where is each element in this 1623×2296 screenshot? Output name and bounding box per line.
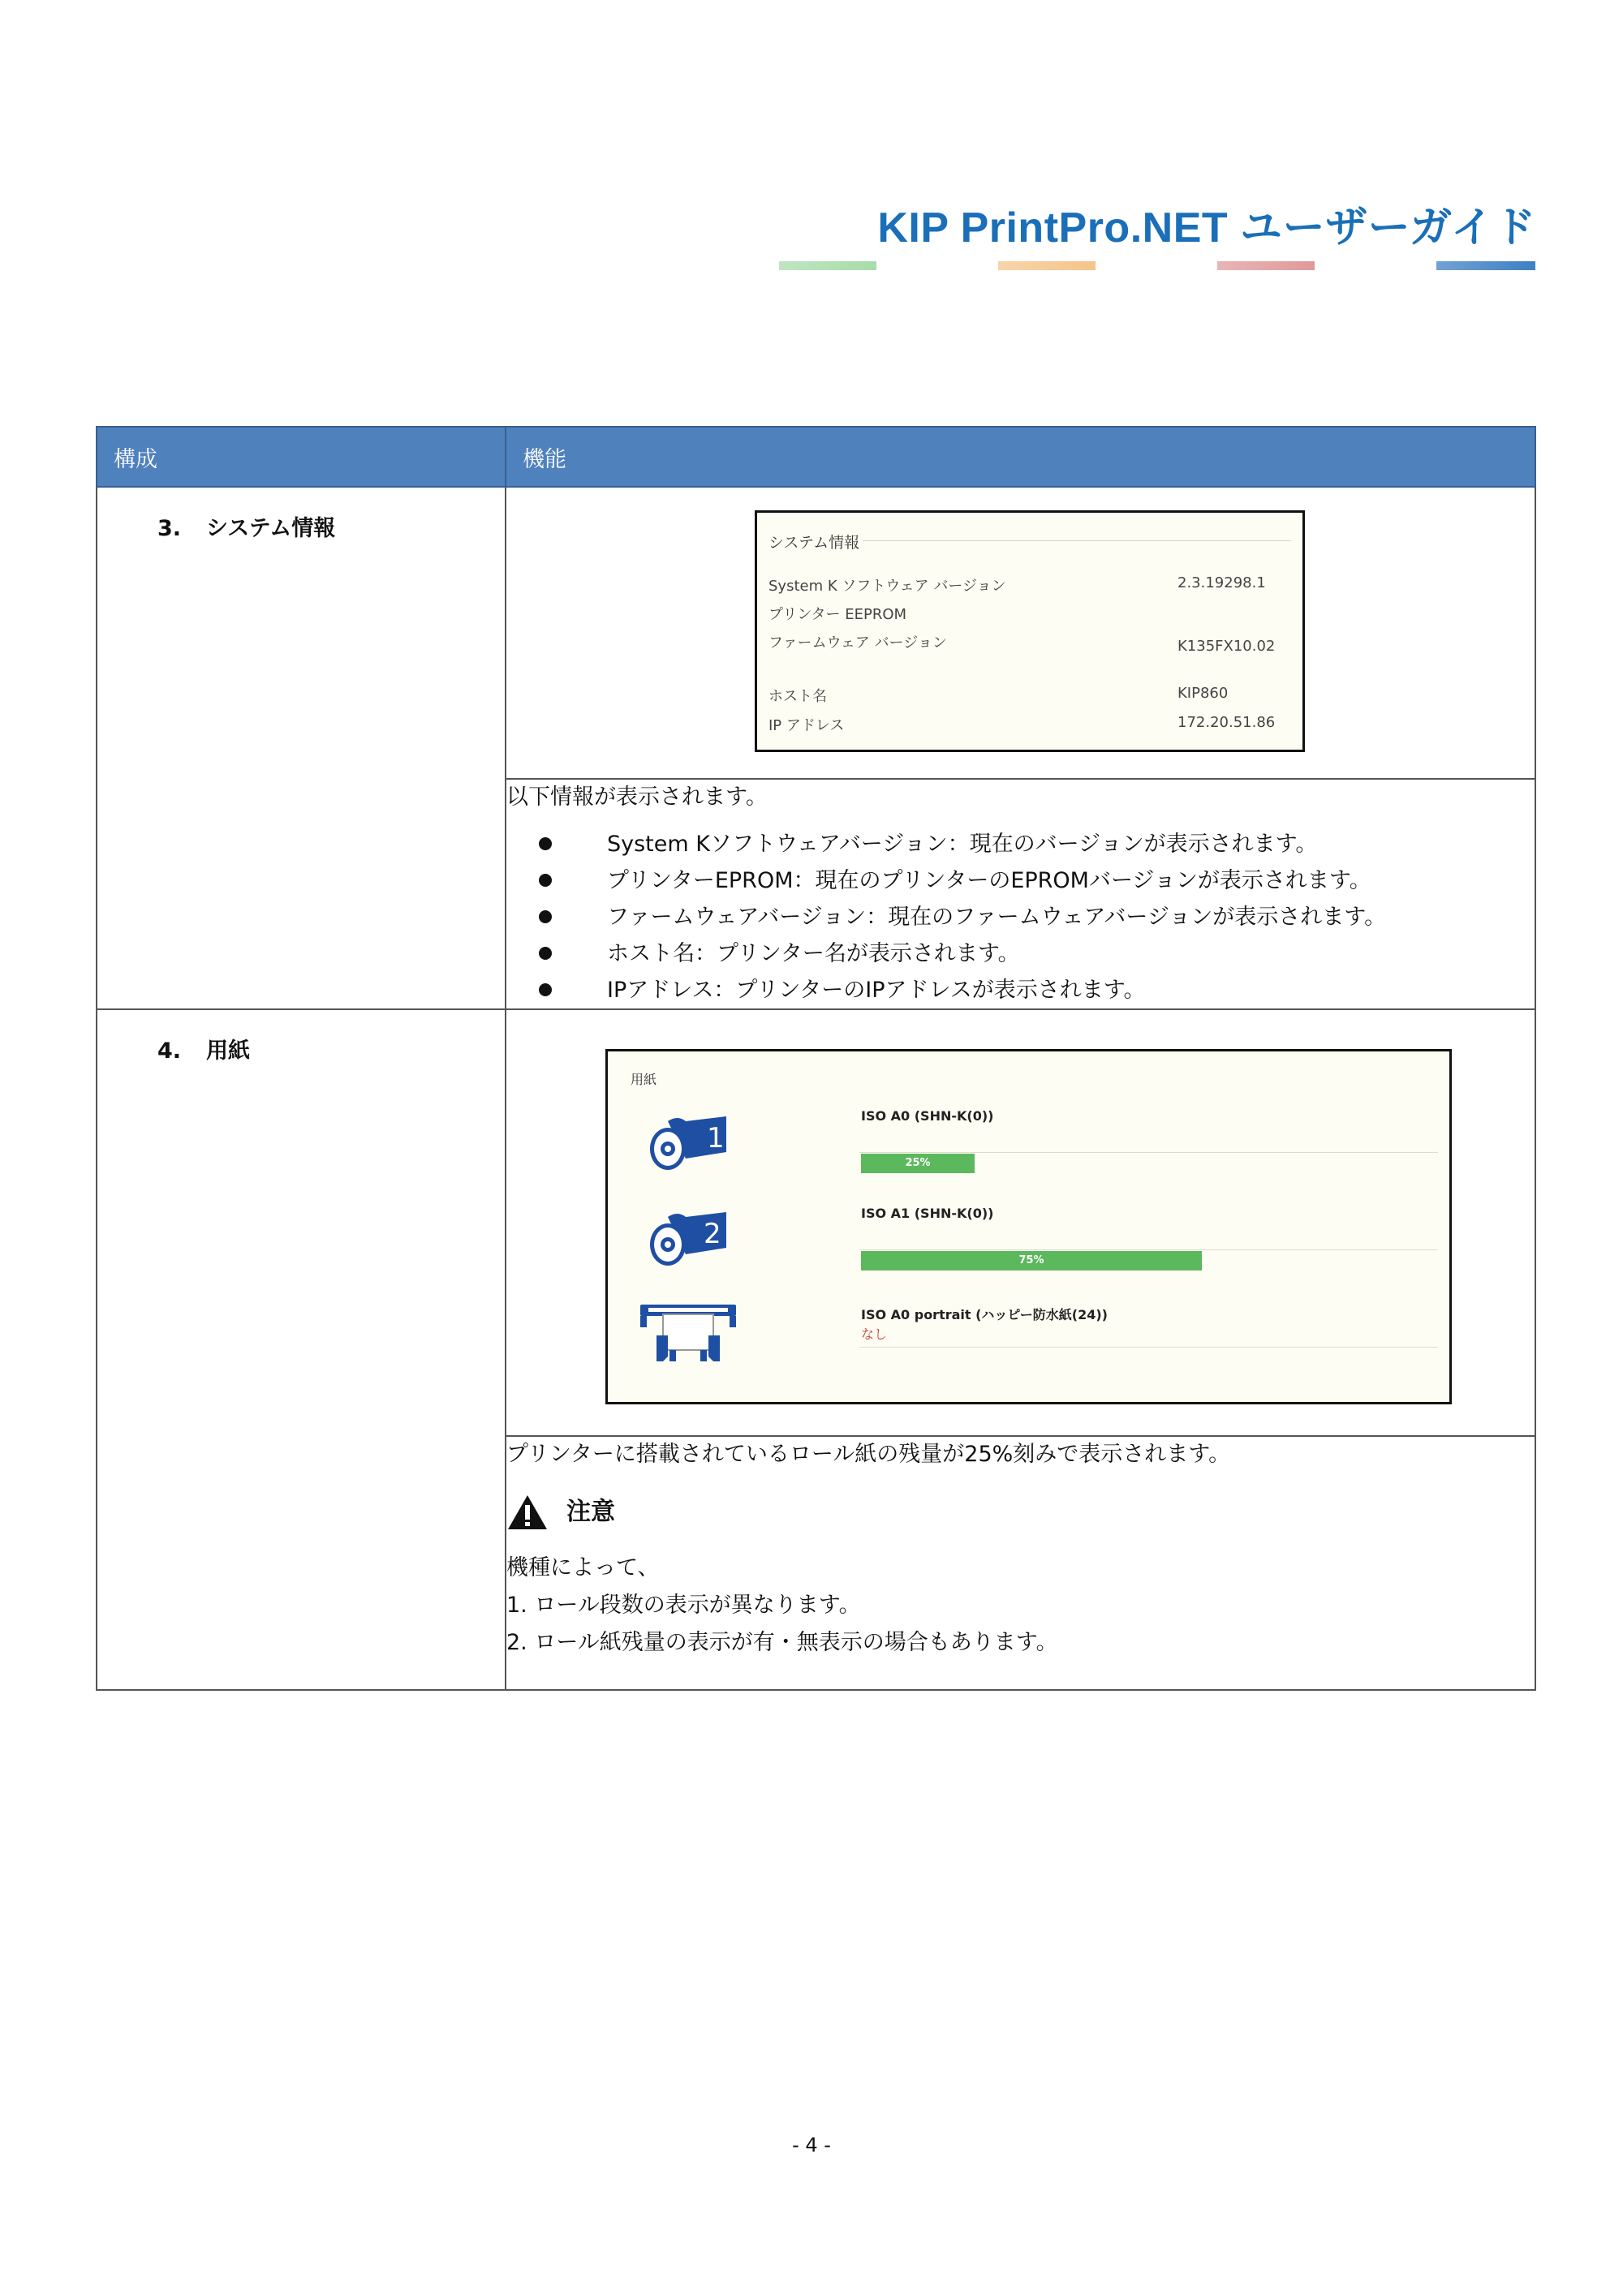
roll-1-level-bar [861,1154,1315,1173]
sheet-feed-icon [640,1303,738,1368]
color-bar-red [1217,261,1315,270]
caution-line: 2. ロール紙残量の表示が有・無表示の場合もあります。 [506,1630,1058,1656]
roll-1-level-fill [861,1154,975,1173]
list-item: ファームウェアバージョン：現在のファームウェアバージョンが表示されます。 [539,899,1535,935]
info-value: 2.3.19298.1 [1177,574,1266,591]
panel-title: システム情報 [768,534,860,552]
section-title-paper [97,1010,505,1064]
info-value: 172.20.51.86 [1177,714,1276,731]
caution-line: 機種によって、 [506,1555,660,1581]
spec-table [96,426,1536,1691]
list-item: System Kソフトウェアバージョン：現在のバージョンが表示されます。 [539,826,1535,862]
description-text: 以下情報が表示されます。 [506,785,768,810]
info-label: IP アドレス [768,717,845,734]
section-label-cell [97,487,506,1009]
list-item: ホスト名：プリンター名が表示されます。 [539,935,1535,972]
column-header-function: 機能 [506,427,1535,487]
roll-2-level-fill [861,1251,1202,1271]
info-label: System K ソフトウェア バージョン [768,578,1006,595]
page-number: - 4 - [792,2134,831,2156]
panel-title-rule [863,540,1291,541]
description-text: プリンターに搭載されているロール紙の残量が25%刻みで表示されます。 [506,1442,1231,1468]
roll-1-level-label: 25% [905,1157,931,1170]
section-title-text: システム情報 [206,516,336,541]
info-value: KIP860 [1177,685,1229,702]
info-label: ホスト名 [768,688,827,705]
color-bar-blue [1436,261,1535,270]
description-cell [506,779,1535,1009]
divider [859,1152,1438,1153]
warning-icon [506,1494,549,1531]
section-number: 3. [157,516,182,541]
sheet-name: ISO A0 portrait (ハッピー防水紙(24)) [861,1307,1108,1323]
section-number: 4. [157,1038,182,1064]
screenshot-cell [506,487,1535,779]
info-label: ファームウェア バージョン [768,634,947,651]
divider [859,1347,1438,1348]
color-bar-green [779,261,876,270]
roll-2-level-bar [861,1251,1315,1271]
list-item: プリンターEPROM：現在のプリンターのEPROMバージョンが表示されます。 [539,862,1535,899]
info-label: プリンター EEPROM [768,606,907,623]
color-bar-orange [998,261,1096,270]
divider [859,1249,1438,1250]
info-bullet-list [506,826,1535,1008]
table-row [97,487,1535,779]
paper-panel [605,1049,1452,1404]
screenshot-cell [506,1009,1535,1436]
header-color-bars [0,261,1623,271]
table-row [97,1009,1535,1436]
caution-label: 注意 [566,1498,615,1527]
list-item: IPアドレス：プリンターのIPアドレスが表示されます。 [539,972,1535,1008]
roll-2-icon [650,1206,731,1279]
section-title-system-info [97,488,505,542]
system-info-panel [755,510,1305,752]
column-header-composition: 構成 [97,427,506,487]
section-label-cell [97,1009,506,1690]
caution-heading [506,1493,1535,1532]
info-value: K135FX10.02 [1177,638,1276,655]
document-title: KIP PrintPro.NET ユーザーガイド [877,204,1536,252]
roll-number: 1 [707,1122,725,1155]
roll-2-name: ISO A1 (SHN-K(0)) [861,1206,994,1222]
section-title-text: 用紙 [206,1038,250,1064]
panel-title: 用紙 [631,1072,657,1088]
roll-1-name: ISO A0 (SHN-K(0)) [861,1108,994,1124]
table-header-row [97,427,1535,487]
roll-number: 2 [704,1218,721,1251]
roll-1-icon [650,1110,731,1183]
sheet-status: なし [861,1326,888,1343]
description-cell [506,1436,1535,1690]
roll-2-level-label: 75% [1018,1254,1044,1267]
caution-line: 1. ロール段数の表示が異なります。 [506,1593,861,1619]
